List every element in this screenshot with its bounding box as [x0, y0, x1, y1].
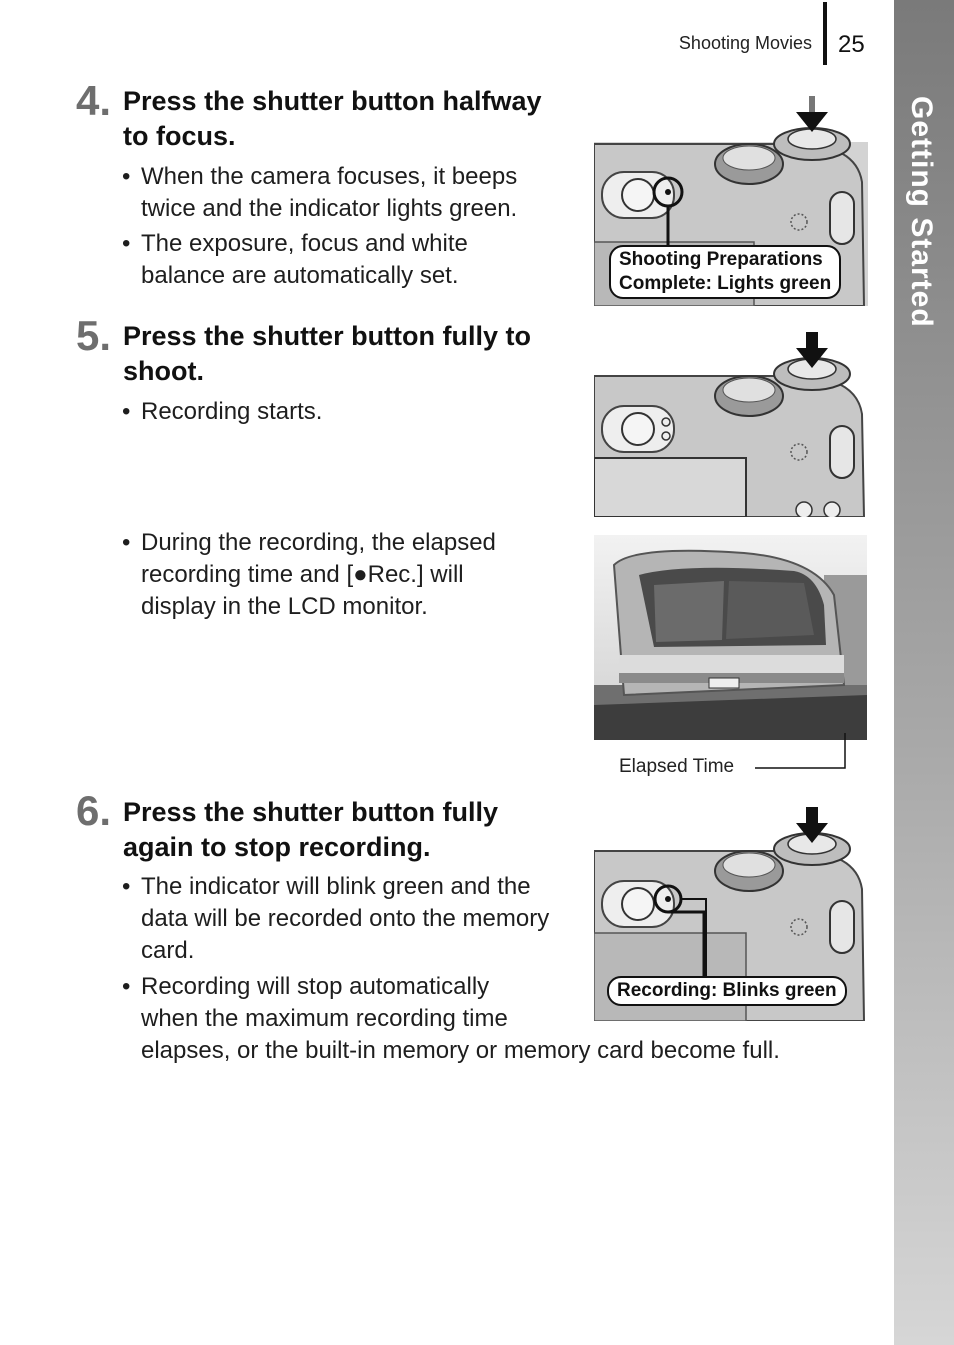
camera-illustration-shoot	[594, 330, 868, 517]
step-number: 4.	[76, 77, 112, 124]
bullet-item: • The indicator will blink green and the data will be recorded onto the memory card.	[122, 873, 550, 964]
lcd-recording-photo	[594, 535, 867, 740]
header-divider	[823, 2, 827, 65]
step-title: Press the shutter button fully to shoot.	[123, 321, 532, 386]
callout-focus-indicator: Shooting Preparations Complete: Lights green	[609, 245, 841, 299]
step-number: 5.	[76, 312, 112, 359]
running-header-title: Shooting Movies	[678, 33, 812, 53]
bullet-item: • When the camera focuses, it beeps twice and the indicator lights green.	[122, 163, 518, 222]
step-title: Press the shutter button halfway to focus.	[123, 86, 542, 151]
bullet-item: • During the recording, the elapsed recording time and [●Rec.] will display in the LCD monitor.	[122, 529, 496, 620]
callout-recording-indicator: Recording: Blinks green	[607, 976, 847, 1006]
bullet-item: • The exposure, focus and white balance are automatically set.	[122, 230, 468, 289]
page-number: 25	[838, 31, 865, 58]
chapter-tab-label: Getting Started	[905, 96, 938, 328]
elapsed-time-leader-line	[755, 733, 850, 773]
elapsed-time-caption: Elapsed Time	[619, 756, 735, 777]
step-number: 6.	[76, 787, 112, 834]
bullet-item: • Recording starts.	[122, 398, 323, 425]
step-title: Press the shutter button fully again to stop recording.	[123, 797, 499, 862]
bullet-item: • Recording will stop automatically when the maximum recording time elapses, or the built-in memory or memory card become full.	[122, 973, 780, 1064]
